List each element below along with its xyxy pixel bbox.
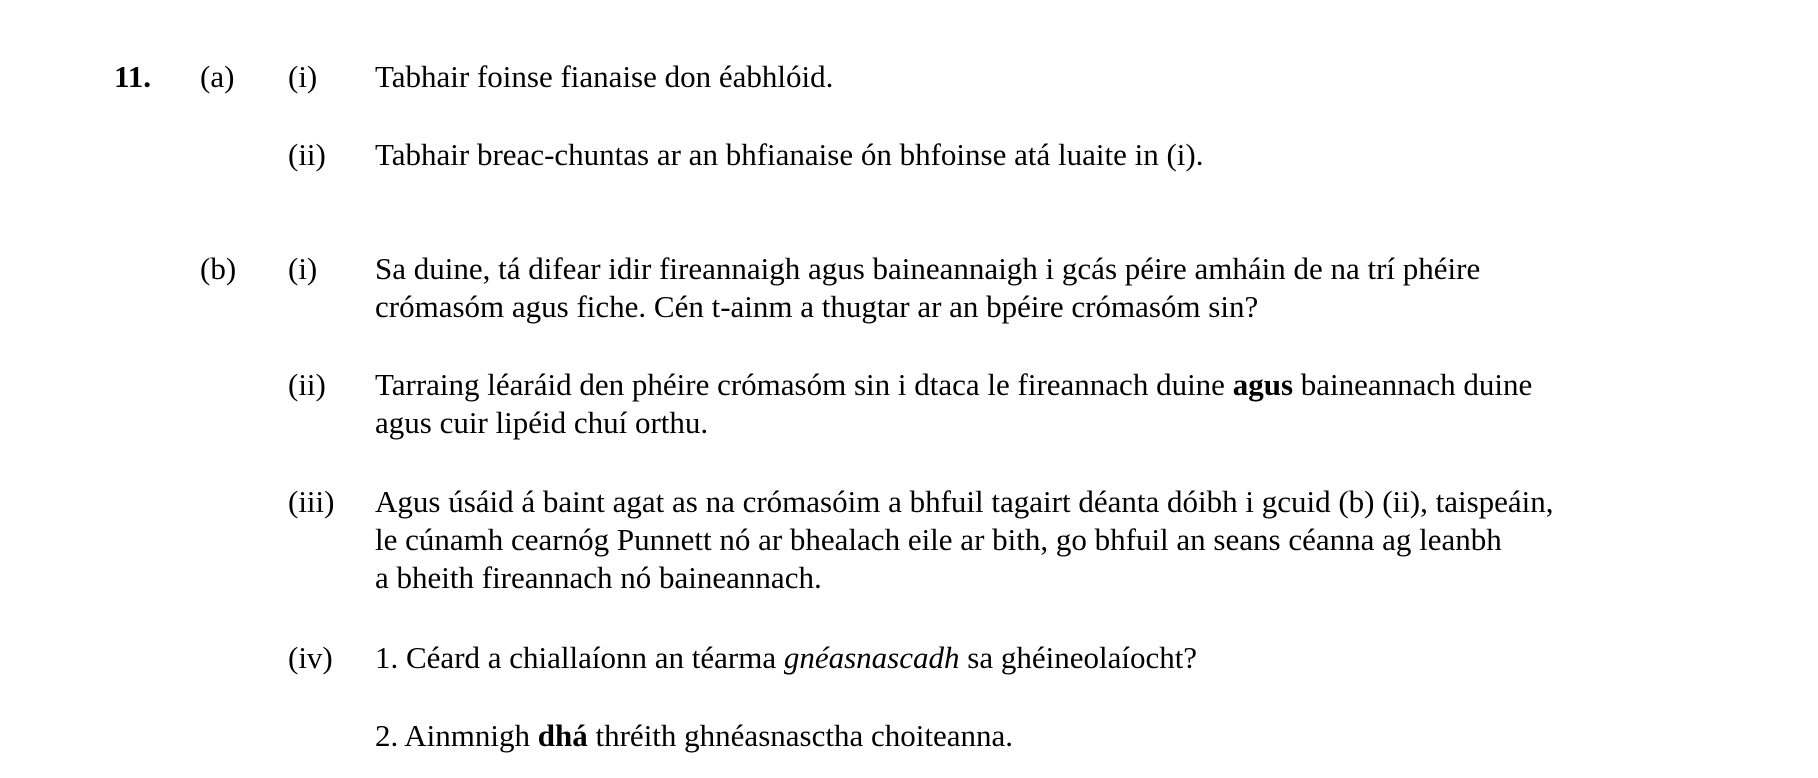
part-b-iv-q2-pre: 2. Ainmnigh bbox=[375, 718, 538, 753]
part-b-iv-q2-post: thréith ghnéasnasctha choiteanna. bbox=[587, 718, 1013, 753]
part-b-iv-term: gnéasnascadh bbox=[783, 640, 960, 675]
part-b-iv-q1-pre: 1. Céard a chiallaíonn an téarma bbox=[375, 640, 784, 675]
part-b-ii-line-1-post: baineannach duine bbox=[1293, 367, 1533, 402]
part-b-iv-q2 bbox=[375, 717, 1765, 755]
part-b-iv-q1-post: sa ghéineolaíocht? bbox=[959, 640, 1198, 675]
part-b-iii-label: (iii) bbox=[288, 484, 335, 519]
question-number: 11. bbox=[114, 59, 152, 94]
part-b-i-line-2: crómasóm agus fiche. Cén t-ainm a thugtar ar an bpéire crómasóm sin? bbox=[375, 289, 1259, 324]
part-b-ii-text bbox=[375, 366, 1765, 442]
part-b-ii-line-1 bbox=[375, 366, 1765, 404]
part-b-iv-q2-line bbox=[375, 717, 1765, 755]
part-b-iv-emphasis: dhá bbox=[537, 718, 588, 753]
part-b-i-label: (i) bbox=[288, 251, 318, 286]
part-a-i-text bbox=[375, 58, 1765, 96]
part-a-ii-label: (ii) bbox=[288, 137, 326, 172]
part-a-ii-text bbox=[375, 136, 1765, 174]
part-a-i-line: Tabhair foinse fianaise don éabhlóid. bbox=[375, 59, 834, 94]
part-b-iv-q1-line bbox=[375, 639, 1765, 677]
part-b-iv-q1 bbox=[375, 639, 1765, 677]
part-b-iii-line-2: le cúnamh cearnóg Punnett nó ar bhealach eile ar bith, go bhfuil an seans céanna ag leanbh bbox=[375, 522, 1502, 557]
part-b-ii-line-2: agus cuir lipéid chuí orthu. bbox=[375, 405, 709, 440]
part-b-label: (b) bbox=[200, 251, 237, 286]
part-a-label: (a) bbox=[200, 59, 235, 94]
part-b-i-text bbox=[375, 250, 1765, 326]
part-b-iii-line-1: Agus úsáid á baint agat as na crómasóim a bhfuil tagairt déanta dóibh i gcuid (b) (ii), taispeáin, bbox=[375, 484, 1554, 519]
part-a-ii-line: Tabhair breac-chuntas ar an bhfianaise ón bhfoinse atá luaite in (i). bbox=[375, 137, 1204, 172]
part-a-i-label: (i) bbox=[288, 59, 318, 94]
part-b-iii-line-3: a bheith fireannach nó baineannach. bbox=[375, 560, 822, 595]
part-b-iv-label: (iv) bbox=[288, 640, 333, 675]
part-b-ii-line-1-pre: Tarraing léaráid den phéire crómasóm sin i dtaca le fireannach duine bbox=[375, 367, 1233, 402]
part-b-i-line-1: Sa duine, tá difear idir fireannaigh agus baineannaigh i gcás péire amháin de na trí phéire bbox=[375, 251, 1481, 286]
part-b-ii-emphasis: agus bbox=[1232, 367, 1294, 402]
part-b-ii-label: (ii) bbox=[288, 367, 326, 402]
part-b-iii-text bbox=[375, 483, 1765, 597]
